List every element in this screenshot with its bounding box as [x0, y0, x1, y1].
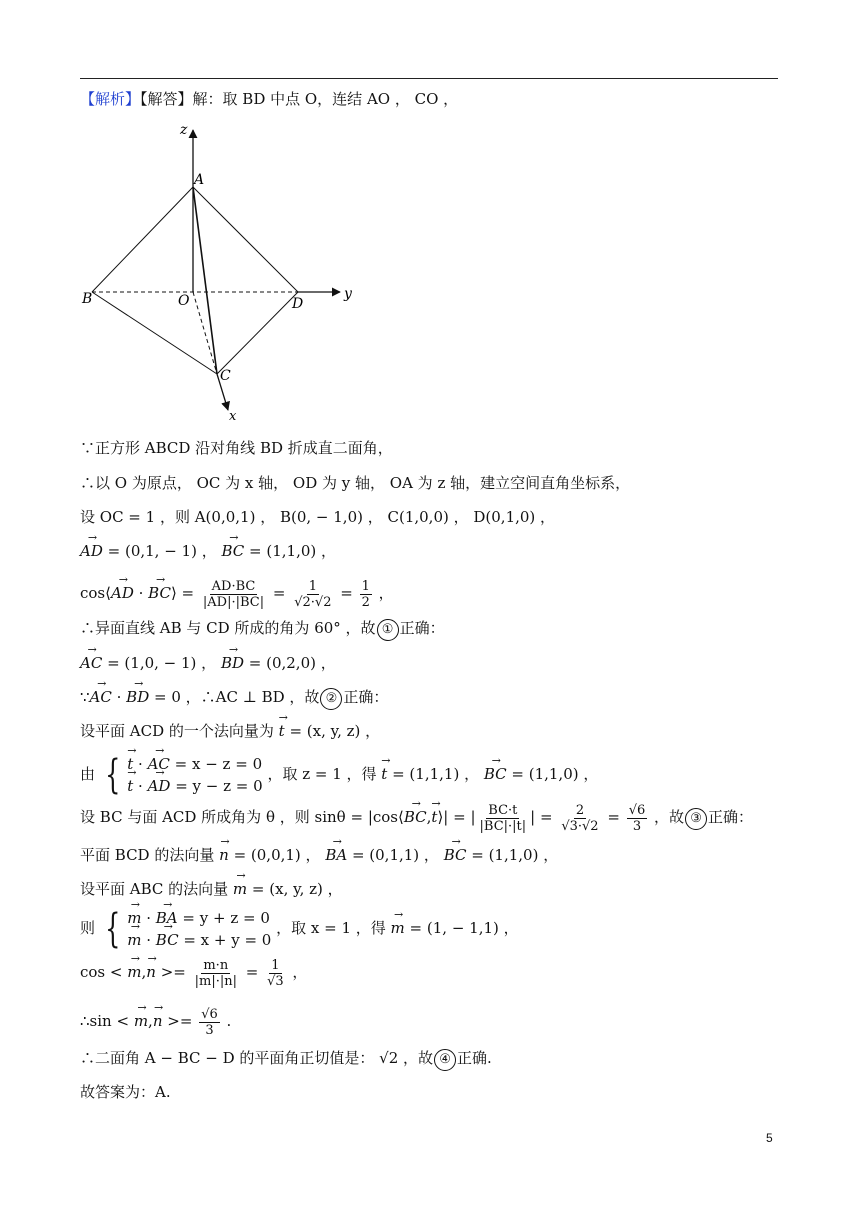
- line-4-text1: = (0,1, − 1) ，: [102, 542, 222, 560]
- line-10-text2: = (1,1,1) ，: [387, 765, 484, 783]
- equation-system-1: [100, 753, 263, 797]
- line-1: ∵正方形 ABCD 沿对角线 BD 折成直二面角，: [80, 439, 393, 457]
- line-4: [80, 540, 336, 562]
- frac-den: |BC|·|t|: [479, 818, 527, 834]
- line-18: 故答案为：A.: [80, 1083, 171, 1101]
- dot: ·: [133, 755, 148, 773]
- line-12-end: = (1,1,0) ，: [466, 846, 559, 864]
- vec-AD: → AD: [80, 540, 103, 562]
- because: ∵: [80, 688, 90, 706]
- line-3: 设 OC = 1 ，则 A(0,0,1) ， B(0, − 1,0) ， C(1,0,0) ， D(0,1,0) ，: [80, 508, 556, 526]
- frac-num: 1: [308, 578, 317, 594]
- label-A: A: [194, 172, 205, 188]
- comma: ,: [426, 808, 432, 826]
- fraction-cos-mn-2: [265, 958, 286, 989]
- edge-AB: [92, 187, 193, 292]
- vec-m: → m: [134, 1004, 148, 1038]
- line-12-text2: = (0,0,1) ，: [228, 846, 326, 864]
- fraction-sin-mn: [199, 1007, 220, 1038]
- edge-AC: [193, 187, 217, 374]
- frac-num: 2: [575, 802, 585, 818]
- line-7-text1: = (1,0, − 1) ，: [102, 654, 221, 672]
- line-2: ∴以 O 为原点， OC 为 x 轴， OD 为 y 轴， OA 为 z 轴，建立空间直角坐标系，: [80, 474, 631, 492]
- dot: ·: [111, 688, 127, 706]
- eq: =: [240, 963, 264, 981]
- line-9-end: = (x, y, z) ，: [284, 722, 381, 740]
- line-6-text: ∴异面直线 AB 与 CD 所成的角为 60° ，故: [80, 619, 376, 637]
- vec-n: → n: [153, 1004, 163, 1038]
- line-16-text: ∴sin <: [80, 1012, 134, 1030]
- comma: ,: [148, 1012, 153, 1030]
- frac-den: 2: [361, 594, 370, 610]
- line-14-prefix: 则: [80, 919, 100, 937]
- eq-text: = y + z = 0: [177, 909, 270, 927]
- label-x: x: [229, 409, 237, 422]
- vec-BC: → BC: [484, 752, 507, 796]
- line-7-text2: = (0,2,0) ，: [244, 654, 336, 672]
- line-10-end: = (1,1,0) ，: [506, 765, 599, 783]
- line-14-text: ，取 x = 1 ，得: [271, 919, 391, 937]
- line-11-text2: ⟩| = |: [437, 808, 476, 826]
- fraction-sin-2: [559, 803, 600, 834]
- vec-BC: → BC: [404, 800, 427, 834]
- brace: {: [104, 752, 121, 798]
- line-17-text: ∴二面角 A − BC − D 的平面角正切值是： √2 ，故: [80, 1049, 434, 1067]
- vec-BC: → BC: [156, 929, 179, 951]
- vec-t: → t: [127, 775, 133, 797]
- line-7: [80, 652, 336, 674]
- fraction-sin-1: [478, 803, 529, 834]
- vec-AC: → AC: [148, 753, 170, 775]
- vec-m: → m: [391, 906, 405, 950]
- vec-t: → t: [127, 753, 133, 775]
- intro-text: 解：取 BD 中点 O，连结 AO ， CO ，: [192, 90, 459, 108]
- line-15-text: cos <: [80, 963, 128, 981]
- line-6: [80, 617, 445, 641]
- vec-BD-2: → BD: [126, 686, 149, 708]
- fraction-cos-3: [360, 579, 372, 610]
- vec-AC: → AC: [80, 652, 102, 674]
- eq-text: = x + y = 0: [178, 931, 272, 949]
- vec-m: → m: [233, 878, 247, 900]
- row-2: [127, 775, 262, 797]
- line-15-end: ，: [287, 963, 308, 981]
- intro-line: [80, 88, 458, 110]
- tetrahedron-figure: [78, 112, 378, 422]
- brace: {: [104, 906, 121, 952]
- fraction-sin-3: [627, 803, 648, 834]
- analysis-tag: 【解析】: [80, 90, 141, 108]
- vec-m: → m: [127, 955, 141, 989]
- dot: ·: [141, 909, 156, 927]
- comma: ,: [141, 963, 147, 981]
- vec-BA: → BA: [156, 907, 178, 929]
- dot: ·: [133, 777, 148, 795]
- line-5-dot: ·: [133, 584, 149, 602]
- vec-m: → m: [127, 907, 141, 929]
- line-13-text: 设平面 ABC 的法向量: [80, 880, 233, 898]
- line-13: [80, 878, 343, 900]
- line-16: [80, 1004, 231, 1038]
- fraction-cos-mn: [193, 958, 239, 989]
- frac-num: 1: [271, 957, 280, 973]
- line-5-prefix: cos⟨: [80, 584, 111, 602]
- vec-BD: → BD: [221, 652, 244, 674]
- frac-den: √3·√2: [561, 818, 599, 834]
- label-B: B: [82, 291, 93, 307]
- label-O: O: [178, 293, 190, 309]
- segment-OC: [193, 292, 217, 374]
- frac-den: √3: [267, 973, 284, 989]
- line-11-text: 设 BC 与面 ACD 所成角为 θ ，则 sinθ = |cos⟨: [80, 808, 404, 826]
- vec-n: → n: [219, 844, 229, 866]
- rows: [127, 753, 262, 797]
- frac-num: √6: [201, 1006, 218, 1022]
- abs-close: | =: [530, 808, 558, 826]
- eq-text: = y − z = 0: [170, 777, 263, 795]
- line-9: [80, 720, 380, 742]
- vec-BC: → BC: [444, 844, 467, 866]
- vec-t: → t: [381, 752, 387, 796]
- line-6-end: 正确：: [399, 619, 445, 637]
- vec-BC-2: → BC: [148, 578, 171, 608]
- line-15-text2: >=: [155, 963, 191, 981]
- line-12-text: 平面 BCD 的法向量: [80, 846, 220, 864]
- frac-num: BC·t: [488, 802, 518, 818]
- circled-3: ③: [685, 808, 707, 830]
- line-17-end: 正确.: [457, 1049, 492, 1067]
- fraction-cos-2: [292, 579, 333, 610]
- line-13-end: = (x, y, z) ，: [247, 880, 343, 898]
- eq: =: [335, 584, 358, 602]
- circled-4: ④: [434, 1049, 456, 1071]
- header-rule: [80, 78, 778, 79]
- line-15: [80, 955, 307, 989]
- label-z: z: [180, 122, 188, 138]
- frac-den: 3: [632, 818, 642, 834]
- line-10: [80, 752, 598, 797]
- frac-den: |m|·|n|: [194, 973, 237, 989]
- line-5: [80, 578, 394, 610]
- line-12-text3: = (0,1,1) ，: [347, 846, 444, 864]
- line-16-text2: >=: [162, 1012, 198, 1030]
- label-C: C: [220, 368, 231, 384]
- row-1: [127, 907, 271, 929]
- line-10-prefix: 由: [80, 765, 100, 783]
- frac-den: 3: [205, 1022, 214, 1038]
- vec-BA: → BA: [325, 844, 347, 866]
- line-12: [80, 844, 558, 866]
- vec-BC: → BC: [221, 540, 244, 562]
- eq: =: [268, 584, 291, 602]
- vec-m: → m: [127, 929, 141, 951]
- eq-text: = x − z = 0: [169, 755, 263, 773]
- line-11: [80, 800, 753, 834]
- vec-n: → n: [146, 955, 156, 989]
- page-number: 5: [766, 1131, 773, 1145]
- vec-t: → t: [431, 800, 437, 834]
- line-10-text: ，取 z = 1 ，得: [262, 765, 382, 783]
- line-8-end: 正确：: [343, 688, 389, 706]
- line-14-end: = (1, − 1,1) ，: [404, 919, 519, 937]
- line-17: [80, 1047, 492, 1071]
- edge-AD: [193, 187, 298, 292]
- circled-2: ②: [320, 688, 342, 710]
- circled-1: ①: [377, 619, 399, 641]
- frac-num: 1: [361, 578, 370, 594]
- eq: =: [602, 808, 625, 826]
- vec-t: → t: [279, 720, 285, 742]
- line-8: [80, 686, 388, 710]
- frac-den: |AD|·|BC|: [202, 594, 265, 610]
- frac-num: √6: [628, 802, 646, 818]
- line-5-end: ，: [373, 584, 394, 602]
- line-11-text3: ，故: [649, 808, 685, 826]
- answer-tag: 【解答】: [140, 90, 193, 108]
- edge-DC: [217, 292, 298, 374]
- line-8-text: = 0 ，∴AC ⊥ BD ，故: [149, 688, 320, 706]
- label-y: y: [344, 286, 352, 302]
- frac-den: √2·√2: [294, 594, 332, 610]
- frac-num: m·n: [203, 957, 229, 973]
- line-4-text2: = (1,1,0) ，: [244, 542, 337, 560]
- equation-system-2: [100, 907, 272, 951]
- vec-AD-2: → AD: [111, 578, 134, 608]
- edge-BC: [92, 292, 217, 374]
- vec-AC-2: → AC: [90, 686, 112, 708]
- label-D: D: [292, 296, 304, 312]
- frac-num: AD·BC: [211, 578, 256, 594]
- line-11-end: 正确：: [708, 808, 754, 826]
- line-16-end: .: [221, 1012, 232, 1030]
- line-5-close: ⟩ =: [170, 584, 199, 602]
- fraction-cos-1: [201, 579, 266, 610]
- dot: ·: [141, 931, 156, 949]
- line-9-text: 设平面 ACD 的一个法向量为: [80, 722, 279, 740]
- vec-AD: → AD: [148, 775, 171, 797]
